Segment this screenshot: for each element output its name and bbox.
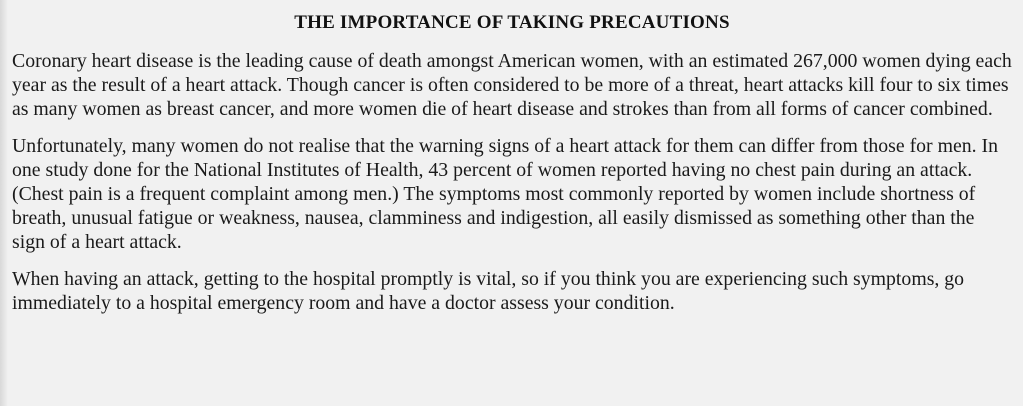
paragraph-1: Coronary heart disease is the leading cause of death amongst American women, with an estimated 267,000 women dying each year as the result of a heart attack. Though cancer is often considered to be more of a threat, heart attacks kill four to six times as many women as breast cancer, and more women die of heart disease and strokes than from all forms of cancer combined.	[12, 50, 1012, 120]
page-edge-shadow	[0, 0, 8, 406]
paragraph-3: When having an attack, getting to the hospital promptly is vital, so if you think you are experiencing such symptoms, go immediately to a hospital emergency room and have a doctor assess your condition.	[12, 268, 965, 315]
paragraph-2: Unfortunately, many women do not realise that the warning signs of a heart attack for them can differ from those for men. In one study done for the National Institutes of Health, 43 percent of women reported having no chest pain during an attack. (Chest pain is a frequent complaint among men.) The symptoms most commonly reported by women include shortness of breath, unusual fatigue or weakness, nausea, clamminess and indigestion, all easily dismissed as something other than the sign of a heart attack.	[12, 135, 998, 253]
document-title: THE IMPORTANCE OF TAKING PRECAUTIONS	[294, 12, 730, 33]
document-page	[12, 12, 1012, 316]
